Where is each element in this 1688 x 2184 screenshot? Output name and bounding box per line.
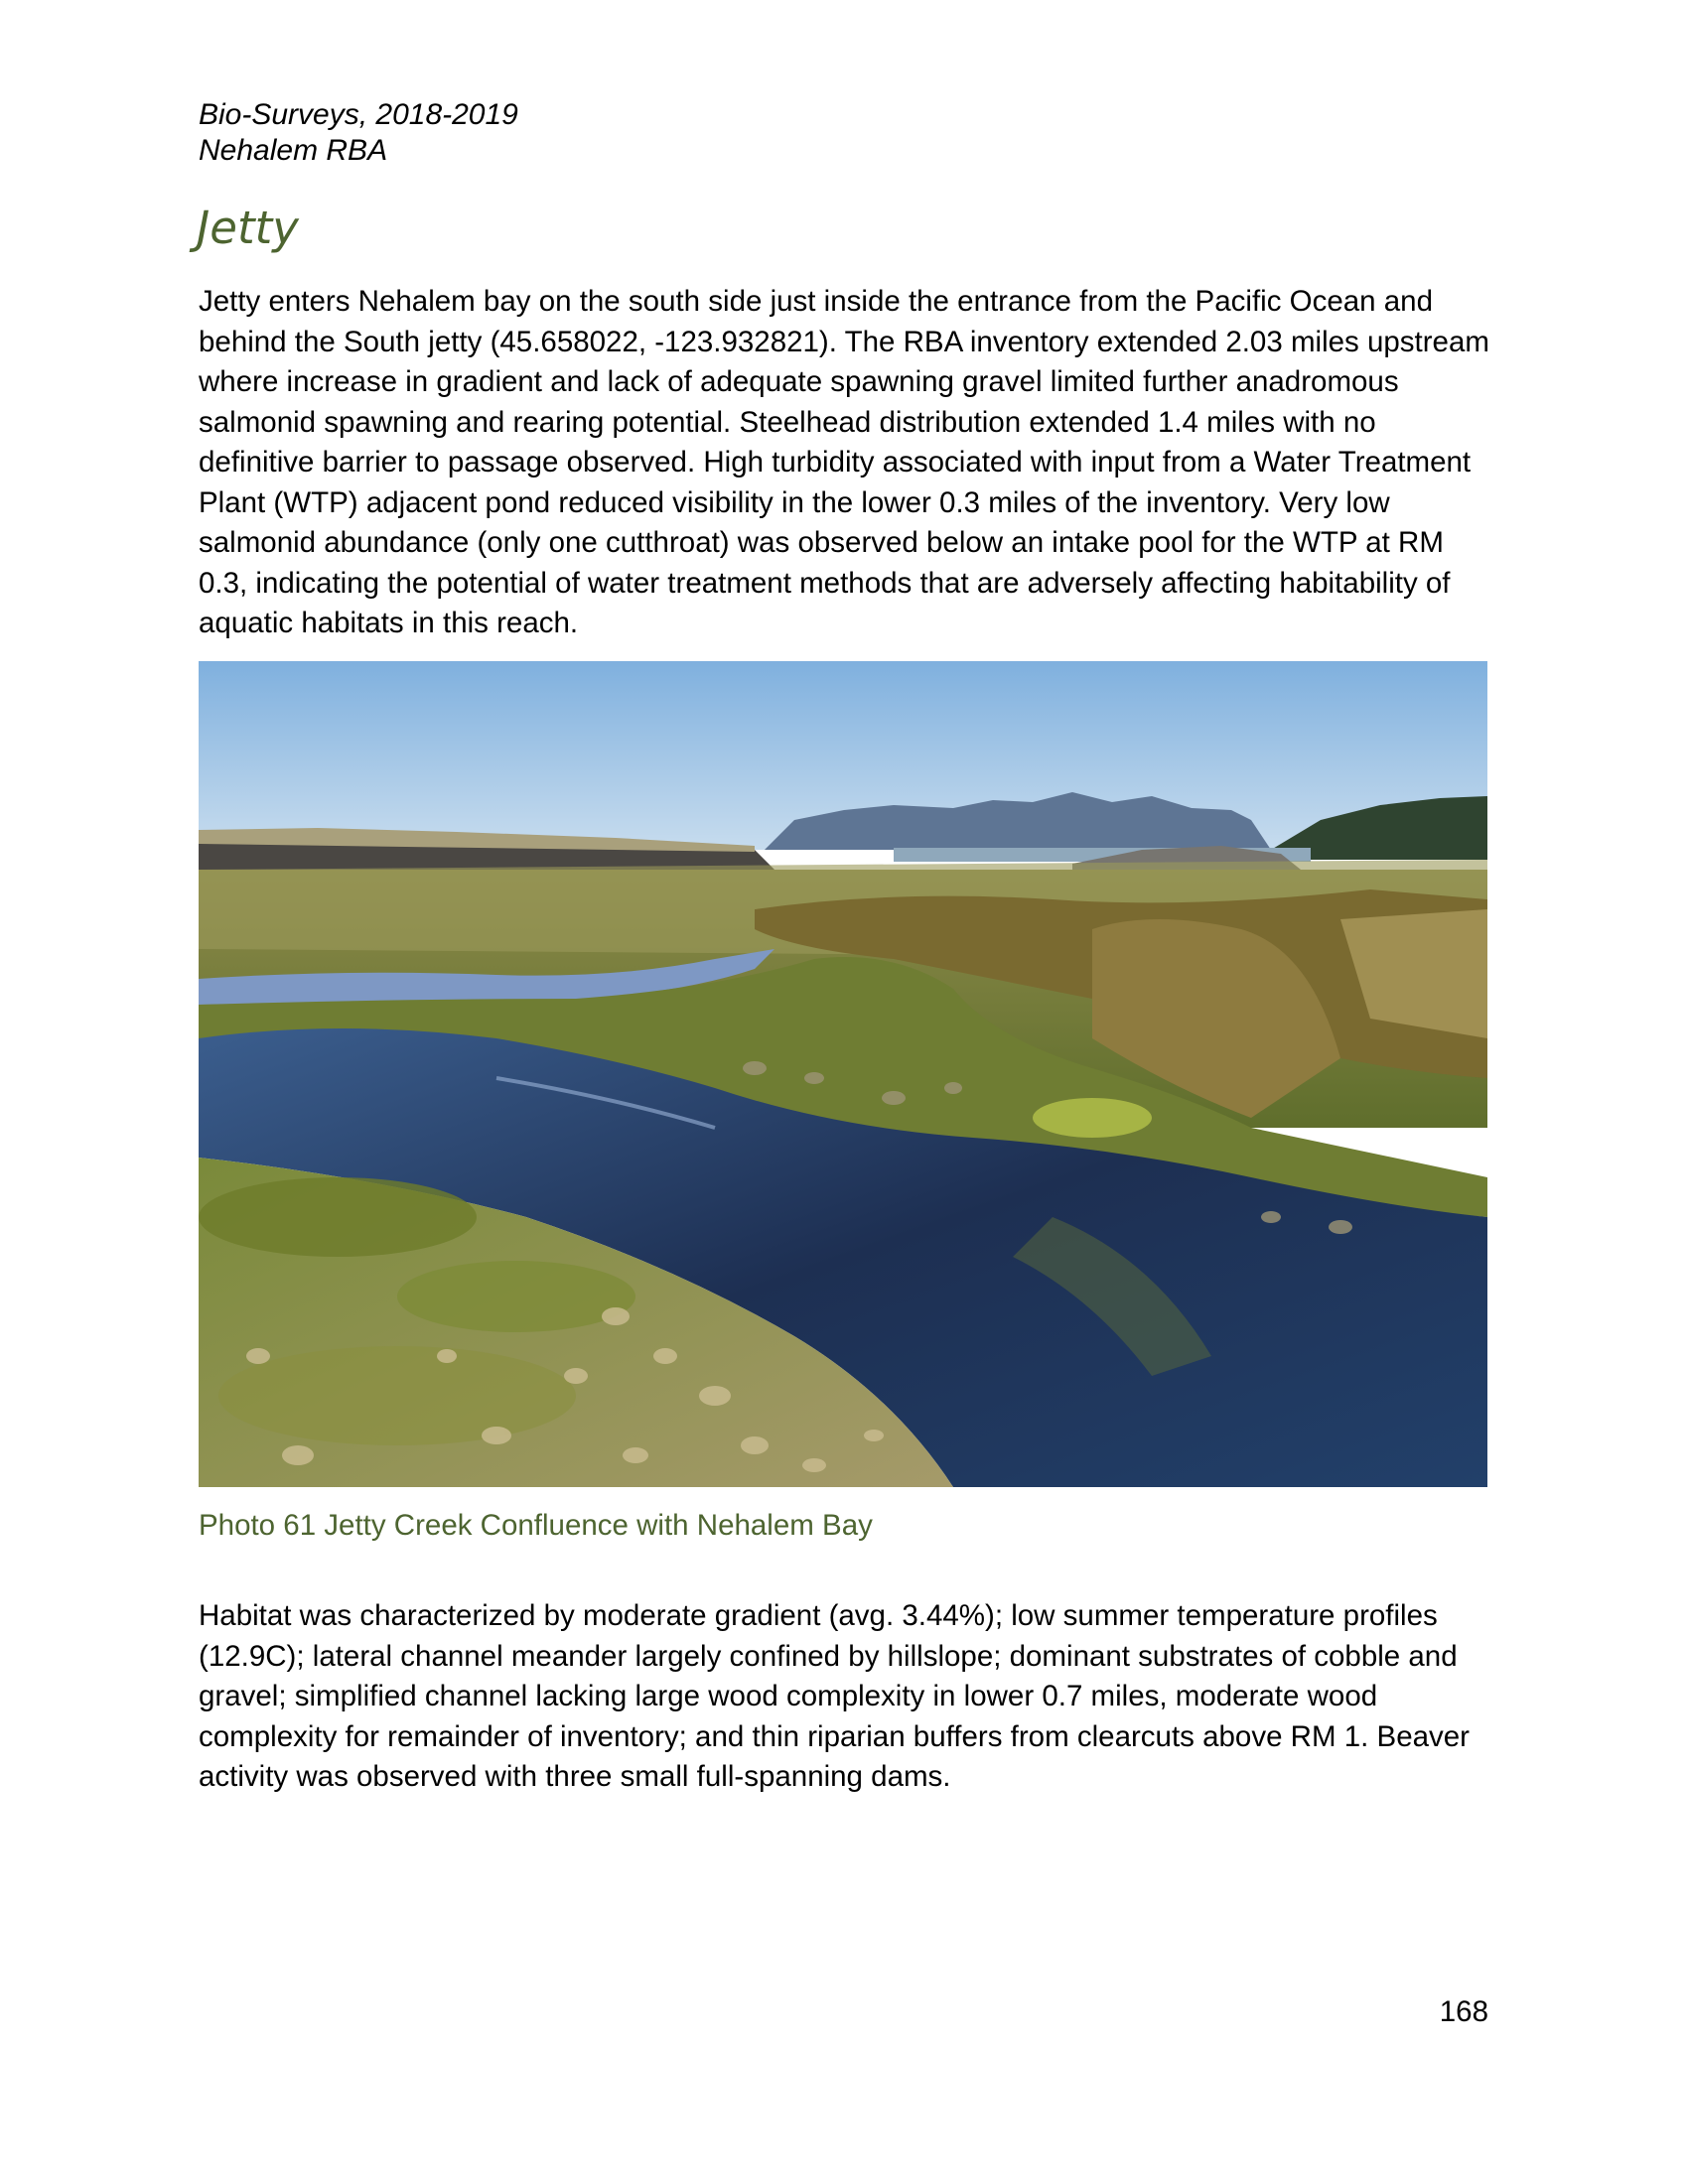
header-project-name: Nehalem RBA (199, 134, 388, 167)
photo-caption: Photo 61 Jetty Creek Confluence with Nehalem Bay (199, 1509, 873, 1542)
page-number: 168 (1439, 1995, 1488, 2028)
creek-confluence-photo (199, 661, 1487, 1487)
header-report-title: Bio-Surveys, 2018-2019 (199, 98, 518, 131)
body-paragraph-intro: Jetty enters Nehalem bay on the south side just inside the entrance from the Pacific Ocean and behind the South jetty (45.658022, -123.932821). The RBA inventory extended 2.03 miles upstream where increase in gradient and lack of adequate spawning gravel limited further anadromous salmonid spawning and rearing potential. Steelhead distribution extended 1.4 miles with no definitive barrier to passage observed. High turbidity associated with input from a Water Treatment Plant (WTP) adjacent pond reduced visibility in the lower 0.3 miles of the inventory. Very low salmonid abundance (only one cutthroat) was observed below an intake pool for the WTP at RM 0.3, indicating the potential of water treatment methods that are adversely affecting habitability of aquatic habitats in this reach. (199, 285, 1489, 639)
body-paragraph-habitat: Habitat was characterized by moderate gradient (avg. 3.44%); low summer temperature profiles (12.9C); lateral channel meander largely confined by hillslope; dominant substrates of cobble and gravel; simplified channel lacking large wood complexity in lower 0.7 miles, moderate wood complexity for remainder of inventory; and thin riparian buffers from clearcuts above RM 1. Beaver activity was observed with three small full-spanning dams. (199, 1599, 1471, 1793)
document-header (199, 97, 518, 169)
section-heading: Jetty (197, 202, 299, 254)
